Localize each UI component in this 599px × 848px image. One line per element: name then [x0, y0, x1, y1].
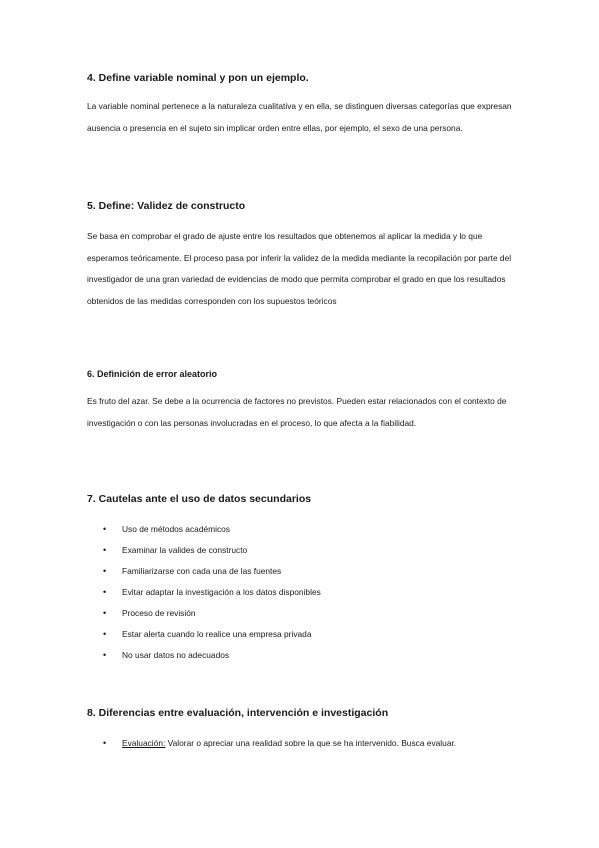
section-q6 — [87, 368, 517, 380]
section-heading-q6: 6. Definición de error aleatorio — [87, 369, 218, 379]
bullet-list-q8 — [87, 733, 517, 754]
section-heading-q8: 8. Diferencias entre evaluación, intervención e investigación — [87, 707, 389, 719]
section-q8 — [87, 706, 517, 720]
section-heading-q7: 7. Cautelas ante el uso de datos secundarios — [87, 493, 312, 505]
list-item — [87, 603, 517, 624]
paragraph-q6: Es fruto del azar. Se debe a la ocurrencia de factores no previstos. Pueden estar relacionados con el contexto de investigación o con las personas involucradas en el proceso, lo que afecta a la fiabilidad. — [87, 396, 507, 428]
list-item — [87, 733, 517, 754]
term-label: Evaluación: — [122, 738, 166, 748]
list-item — [87, 561, 517, 582]
list-item — [87, 582, 517, 603]
list-item — [87, 519, 517, 540]
list-item — [87, 540, 517, 561]
section-q7 — [87, 492, 517, 506]
bullet-icon: • — [103, 738, 107, 748]
bullet-icon: • — [103, 587, 107, 597]
list-item-text: No usar datos no adecuados — [122, 650, 230, 660]
bullet-icon: • — [103, 650, 107, 660]
section-heading-q5: 5. Define: Validez de constructo — [87, 200, 246, 212]
section-heading-q4: 4. Define variable nominal y pon un ejemplo. — [87, 72, 309, 84]
section-q5 — [87, 199, 517, 213]
bullet-icon: • — [103, 545, 107, 555]
paragraph-q5: Se basa en comprobar el grado de ajuste entre los resultados que obtenemos al aplicar la medida y lo que esperamos teóricamente. El proceso pasa por inferir la validez de la medida mediante la recopilación por parte del investigador de una gran variedad de evidencias de modo que permita comprobar el grado en que los resultados obtenidos de las medidas corresponden con los supuestos teóricos — [87, 231, 512, 306]
list-item — [87, 645, 517, 666]
section-q4 — [87, 71, 517, 85]
section-q4-body — [87, 96, 517, 139]
section-q7-list-wrap — [87, 519, 517, 666]
section-q6-body — [87, 391, 517, 434]
bullet-list-q7 — [87, 519, 517, 666]
list-item-text: Estar alerta cuando lo realice una empresa privada — [122, 629, 312, 639]
section-q8-list-wrap — [87, 733, 517, 754]
bullet-icon: • — [103, 524, 107, 534]
bullet-icon: • — [103, 566, 107, 576]
bullet-icon: • — [103, 608, 107, 618]
list-item-text: Proceso de revisión — [122, 608, 196, 618]
list-item-text: Examinar la valides de constructo — [122, 545, 248, 555]
list-item-text: Uso de métodos académicos — [122, 524, 230, 534]
paragraph-q4: La variable nominal pertenece a la naturaleza cualitativa y en ella, se distinguen diversas categorías que expresan ausencia o presencia en el sujeto sin implicar orden entre ellas, por ejemplo, el sexo de una persona. — [87, 101, 512, 133]
list-item — [87, 624, 517, 645]
list-item-text: Evitar adaptar la investigación a los datos disponibles — [122, 587, 321, 597]
section-q5-body — [87, 226, 517, 312]
term-definition: Valorar o apreciar una realidad sobre la que se ha intervenido. Busca evaluar. — [165, 738, 457, 748]
list-item-text: Familiarizarse con cada una de las fuentes — [122, 566, 282, 576]
bullet-icon: • — [103, 629, 107, 639]
